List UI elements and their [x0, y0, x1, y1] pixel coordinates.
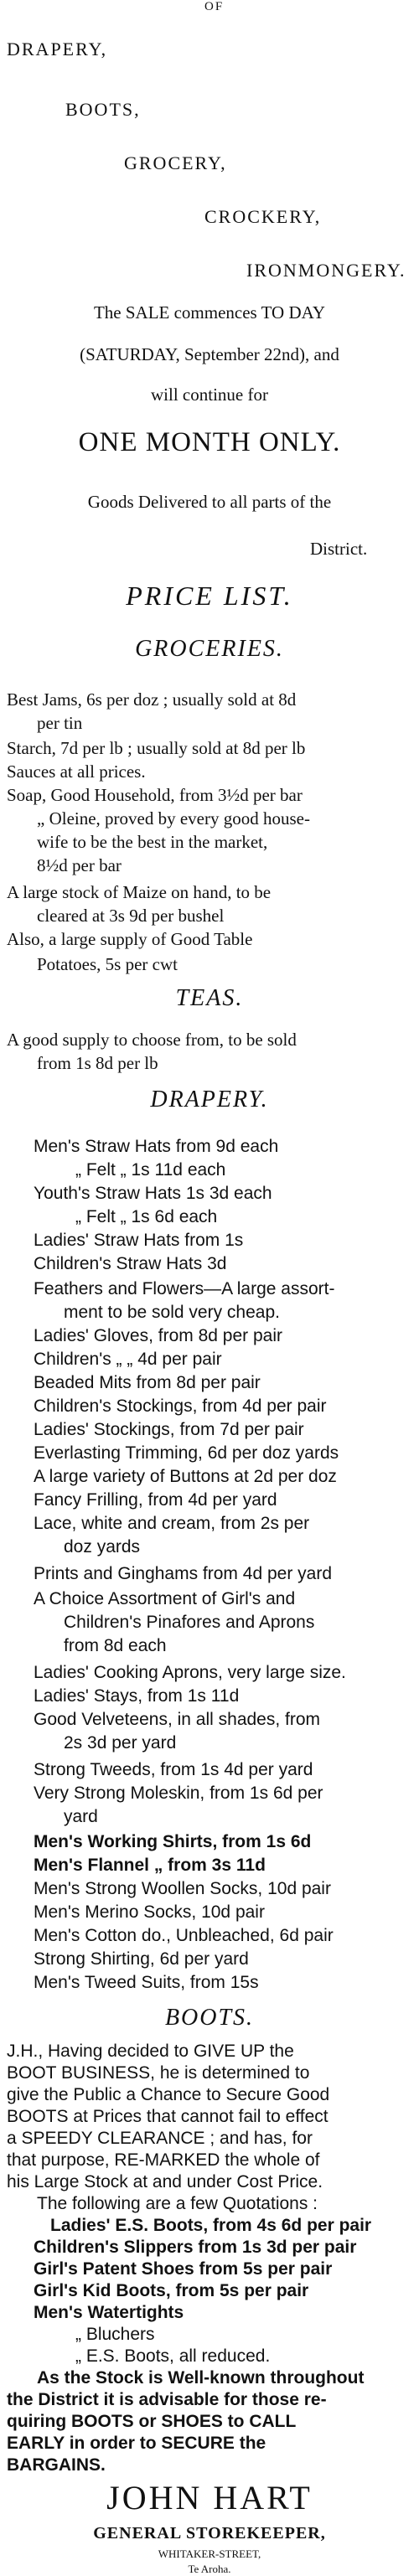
list-item: Soap, Good Household, from 3½d per bar	[7, 785, 303, 805]
merchant-street: WHITAKER-STREET,	[158, 2548, 261, 2560]
list-item: Starch, 7d per lb ; usually sold at 8d per lb	[7, 738, 306, 758]
list-item: Everlasting Trimming, 6d per doz yards	[34, 1443, 339, 1463]
list-item: Ladies' Straw Hats from 1s	[34, 1231, 244, 1250]
goods-delivered-line-2: District.	[310, 539, 368, 559]
list-item: „ E.S. Boots, all reduced.	[75, 2346, 271, 2366]
list-item: BARGAINS.	[7, 2455, 106, 2475]
list-item: Good Velveteens, in all shades, from	[34, 1710, 321, 1729]
list-item: A Choice Assortment of Girl's and	[34, 1589, 296, 1608]
sale-line-1: The SALE commences TO DAY	[93, 302, 326, 323]
list-item: Beaded Mits from 8d per pair	[34, 1373, 261, 1392]
list-item: give the Public a Chance to Secure Good	[7, 2085, 330, 2104]
list-item: Lace, white and cream, from 2s per	[34, 1514, 310, 1533]
sale-line-3: will continue for	[151, 385, 268, 405]
merchant-town: Te Aroha.	[188, 2563, 231, 2575]
list-item: Men's Watertights	[34, 2303, 184, 2322]
list-item: „ Oleine, proved by every good house-	[37, 808, 310, 829]
sale-line-2: (SATURDAY, September 22nd), and	[80, 344, 339, 364]
heading-crockery: CROCKERY,	[204, 206, 322, 227]
list-item: 8½d per bar	[37, 855, 122, 875]
list-item: quiring BOOTS or SHOES to CALL	[7, 2412, 297, 2431]
list-item: Men's Flannel „ from 3s 11d	[34, 1856, 266, 1875]
list-item: yard	[64, 1807, 98, 1826]
list-item: A large stock of Maize on hand, to be	[7, 882, 272, 902]
list-item: ment to be sold very cheap.	[64, 1303, 280, 1322]
list-item: Ladies' Cooking Aprons, very large size.	[34, 1663, 346, 1682]
list-item: J.H., Having decided to GIVE UP the	[7, 2042, 294, 2061]
list-item: „ Bluchers	[75, 2325, 155, 2344]
list-item: Youth's Straw Hats 1s 3d each	[34, 1184, 272, 1203]
list-item: Men's Straw Hats from 9d each	[34, 1137, 279, 1156]
list-item: BOOT BUSINESS, he is determined to	[7, 2063, 310, 2083]
list-item: the District it is advisable for those re-	[7, 2390, 327, 2409]
list-item: per tin	[37, 713, 83, 733]
heading-ironmongery: IRONMONGERY.	[246, 260, 406, 281]
list-item: Girl's Patent Shoes from 5s per pair	[34, 2259, 333, 2279]
list-item: Potatoes, 5s per cwt	[37, 954, 178, 974]
list-item: his Large Stock at and under Cost Price.	[7, 2172, 323, 2191]
list-item: As the Stock is Well-known throughout	[37, 2368, 365, 2388]
list-item: from 8d each	[64, 1636, 167, 1655]
list-item: „ Felt „ 1s 6d each	[75, 1207, 218, 1226]
list-item: „ Felt „ 1s 11d each	[75, 1160, 226, 1180]
heading-grocery: GROCERY,	[124, 152, 227, 173]
list-item: Ladies' Stockings, from 7d per pair	[34, 1420, 304, 1439]
drapery-title: DRAPERY.	[150, 1087, 269, 1112]
list-item: Sauces at all prices.	[7, 761, 146, 782]
list-item: Prints and Ginghams from 4d per yard	[34, 1564, 332, 1583]
list-item: Also, a large supply of Good Table	[7, 929, 253, 949]
list-item: a SPEEDY CLEARANCE ; and has, for	[7, 2129, 313, 2148]
list-item: Men's Strong Woollen Socks, 10d pair	[34, 1879, 331, 1898]
list-item: Feathers and Flowers—A large assort-	[34, 1279, 335, 1298]
list-item: wife to be the best in the market,	[37, 832, 268, 852]
list-item: Ladies' Stays, from 1s 11d	[34, 1686, 240, 1706]
list-item: 2s 3d per yard	[64, 1733, 177, 1753]
teas-title: TEAS.	[175, 985, 244, 1011]
merchant-title: GENERAL STOREKEEPER,	[93, 2524, 326, 2542]
heading-boots: BOOTS,	[65, 99, 141, 120]
list-item: Children's Stockings, from 4d per pair	[34, 1396, 327, 1416]
boots-title: BOOTS.	[164, 2005, 255, 2031]
of-word: OF	[204, 0, 225, 13]
list-item: Girl's Kid Boots, from 5s per pair	[34, 2281, 309, 2300]
list-item: Men's Working Shirts, from 1s 6d	[34, 1832, 312, 1851]
groceries-title: GROCERIES.	[135, 636, 284, 662]
list-item: The following are a few Quotations :	[37, 2194, 318, 2213]
price-list-title: PRICE LIST.	[126, 581, 293, 611]
list-item: Men's Tweed Suits, from 15s	[34, 1973, 259, 1992]
heading-drapery: DRAPERY,	[7, 39, 108, 59]
list-item: Men's Cotton do., Unbleached, 6d pair	[34, 1926, 334, 1945]
list-item: from 1s 8d per lb	[37, 1053, 158, 1073]
list-item: Children's Pinafores and Aprons	[64, 1613, 315, 1632]
list-item: Strong Shirting, 6d per yard	[34, 1949, 249, 1969]
list-item: EARLY in order to SECURE the	[7, 2434, 266, 2453]
list-item: Strong Tweeds, from 1s 4d per yard	[34, 1760, 313, 1779]
list-item: that purpose, RE-MARKED the whole of	[7, 2150, 320, 2170]
list-item: Men's Merino Socks, 10d pair	[34, 1902, 265, 1922]
list-item: Very Strong Moleskin, from 1s 6d per	[34, 1784, 323, 1803]
list-item: Ladies' E.S. Boots, from 4s 6d per pair	[50, 2216, 372, 2235]
list-item: A large variety of Buttons at 2d per doz	[34, 1467, 337, 1486]
list-item: Children's Slippers from 1s 3d per pair	[34, 2238, 357, 2257]
list-item: cleared at 3s 9d per bushel	[37, 906, 225, 926]
list-item: Ladies' Gloves, from 8d per pair	[34, 1326, 282, 1345]
goods-delivered-line-1: Goods Delivered to all parts of the	[87, 492, 332, 512]
list-item: Best Jams, 6s per doz ; usually sold at 8d	[7, 689, 297, 710]
list-item: Fancy Frilling, from 4d per yard	[34, 1490, 277, 1510]
list-item: Children's „ „ 4d per pair	[34, 1350, 222, 1369]
list-item: BOOTS at Prices that cannot fail to effect	[7, 2107, 328, 2126]
list-item: doz yards	[64, 1537, 141, 1556]
list-item: Children's Straw Hats 3d	[34, 1254, 227, 1273]
merchant-name: JOHN HART	[106, 2479, 313, 2517]
one-month-only: ONE MONTH ONLY.	[78, 427, 341, 457]
list-item: A good supply to choose from, to be sold	[7, 1030, 297, 1050]
